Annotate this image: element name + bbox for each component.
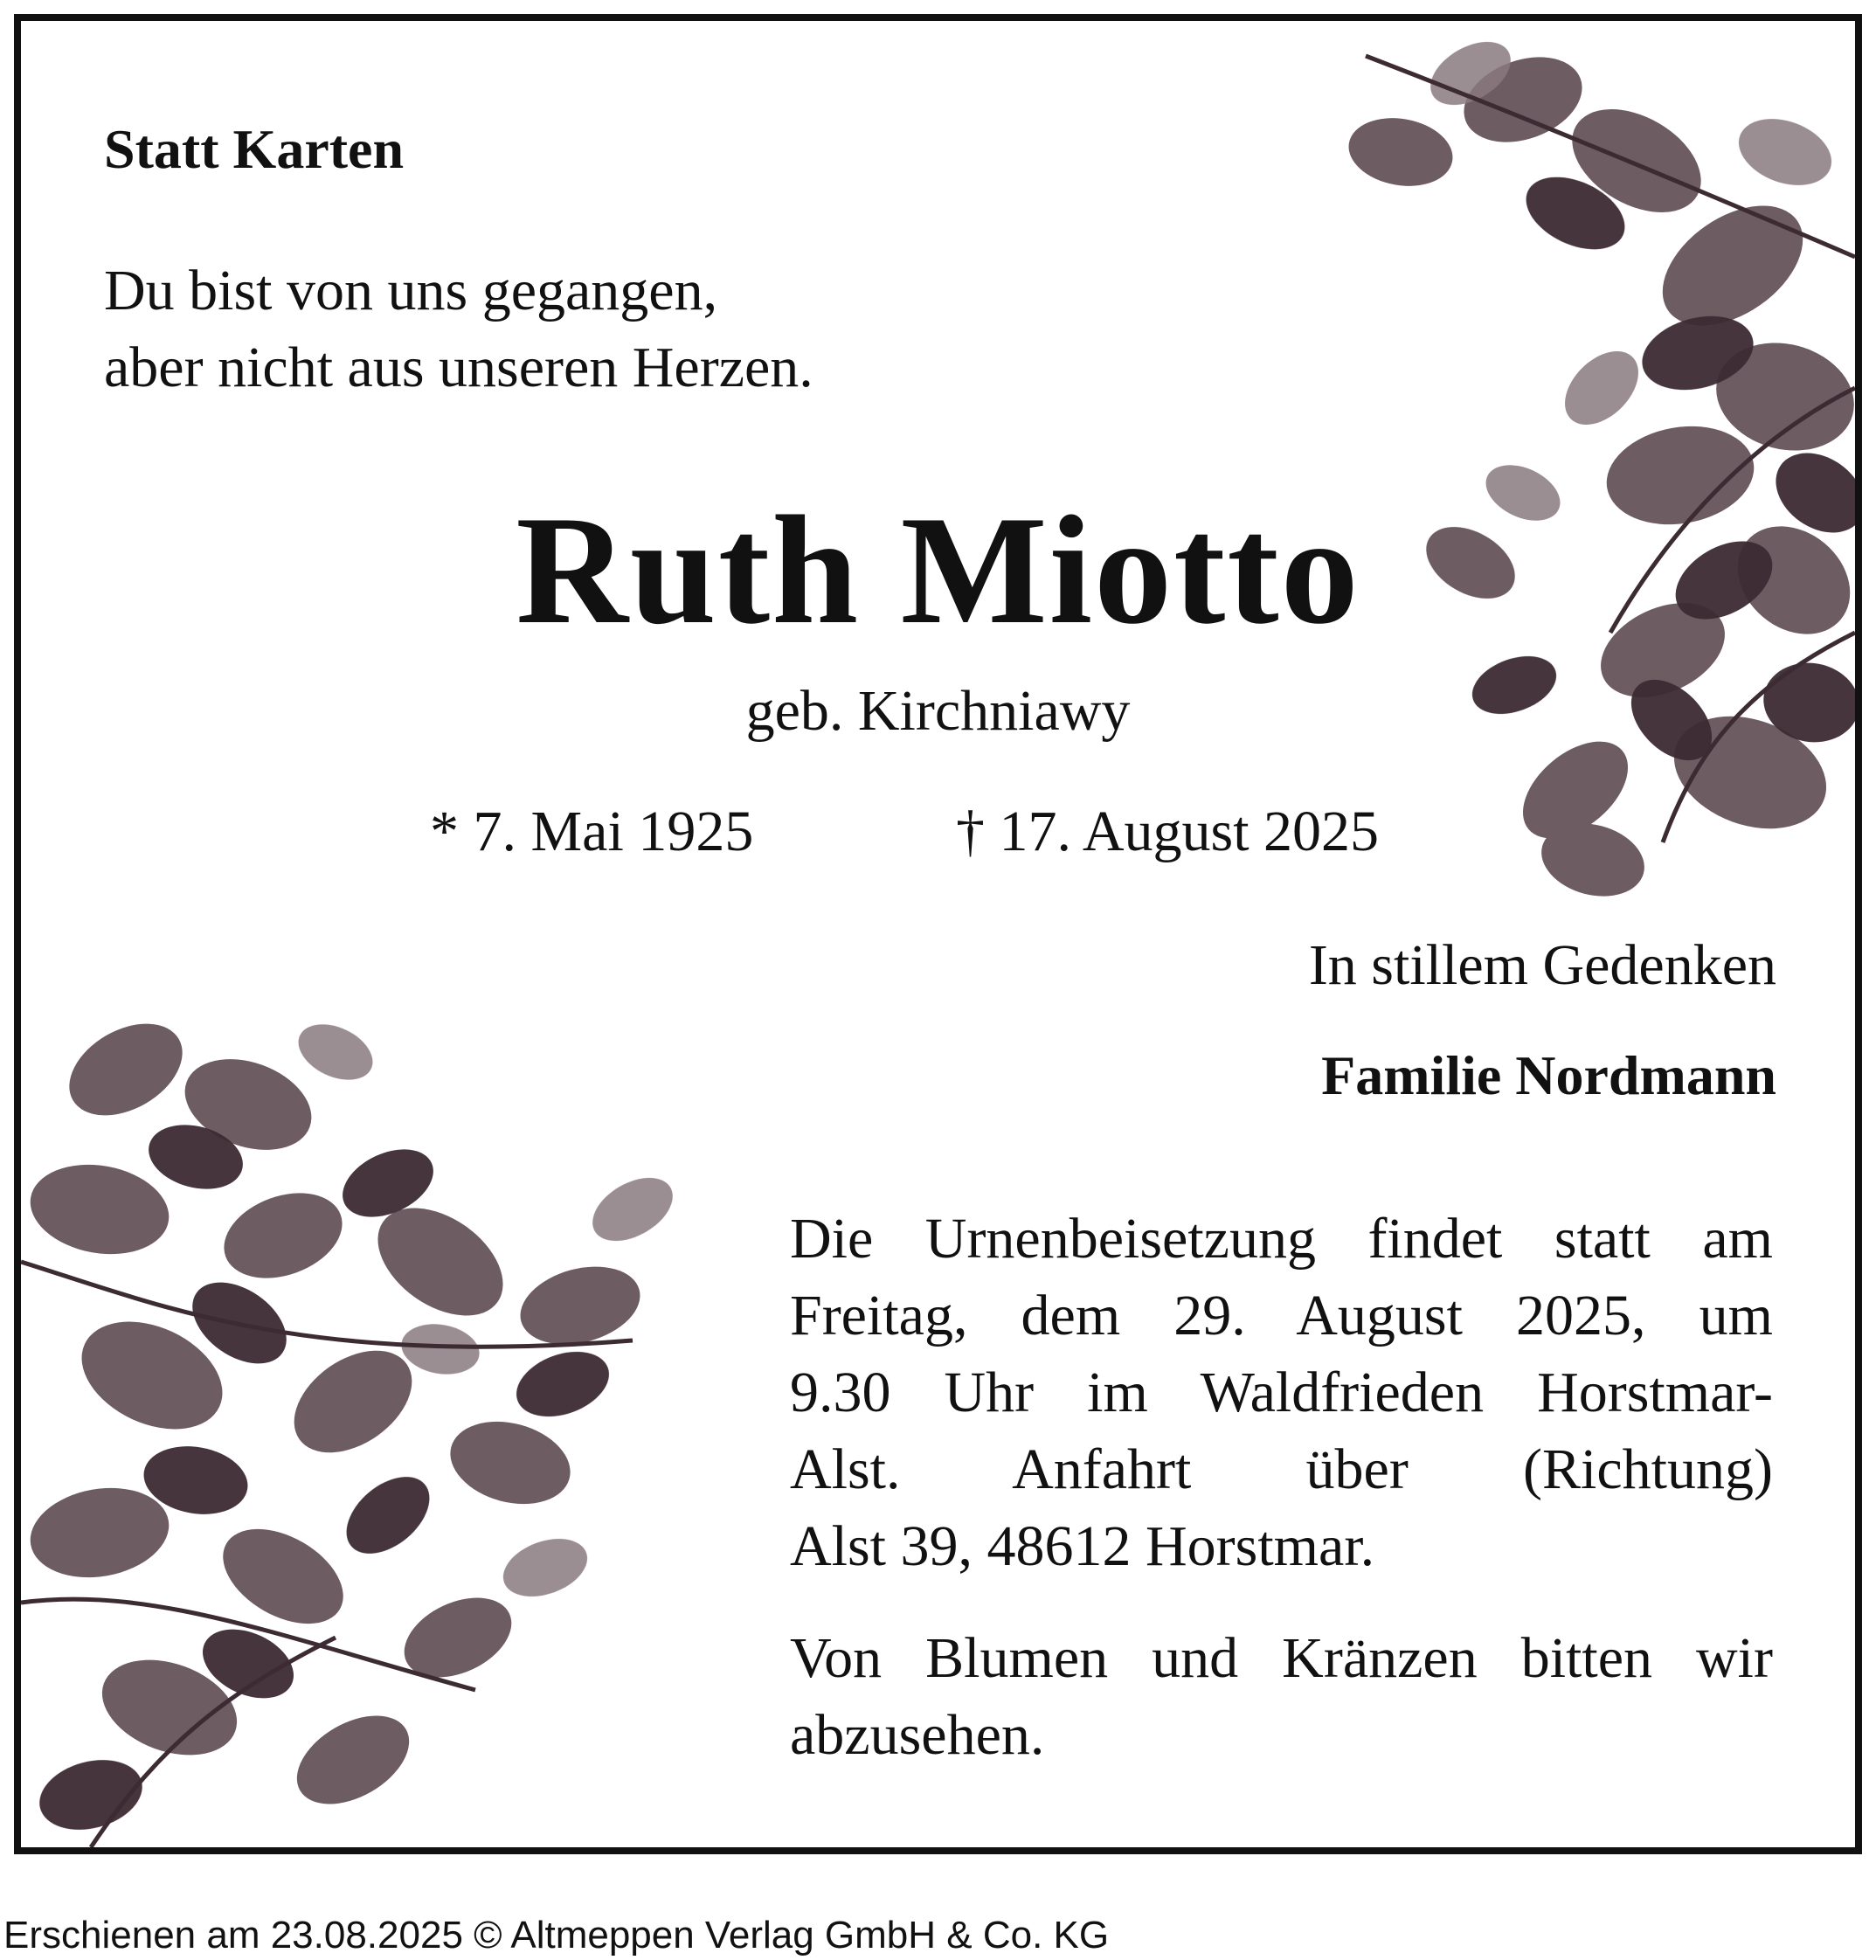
- verse-line: aber nicht aus unseren Herzen.: [104, 336, 813, 399]
- flowers-request: [790, 1620, 1773, 1774]
- burial-line: 9.30 Uhr im Waldfrieden Horstmar-: [790, 1361, 1773, 1424]
- memorial-text: In stillem Gedenken: [1308, 933, 1776, 997]
- birth-name: geb. Kirchniawy: [745, 679, 1131, 743]
- burial-line: Die Urnenbeisetzung findet statt am: [790, 1207, 1773, 1271]
- flowers-line: Von Blumen und Kränzen bitten wir: [790, 1626, 1773, 1690]
- leaves-decoration-bottom: [21, 973, 807, 1847]
- burial-line: Alst 39, 48612 Horstmar.: [790, 1514, 1375, 1578]
- obituary-frame: [14, 14, 1862, 1854]
- burial-info: [790, 1201, 1773, 1585]
- publication-footer: Erschienen am 23.08.2025 © Altmeppen Verlag GmbH & Co. KG: [3, 1914, 1110, 1957]
- verse-line: Du bist von uns gegangen,: [104, 259, 718, 322]
- deceased-name: Ruth Miotto: [516, 483, 1360, 656]
- statt-karten-heading: Statt Karten: [104, 118, 405, 180]
- family-name: Familie Nordmann: [1321, 1044, 1776, 1106]
- burial-line: Freitag, dem 29. August 2025, um: [790, 1284, 1773, 1347]
- verse: [104, 253, 813, 406]
- flowers-line: abzusehen.: [790, 1703, 1045, 1767]
- burial-line: Alst. Anfahrt über (Richtung): [790, 1437, 1773, 1501]
- death-date: † 17. August 2025: [956, 800, 1380, 863]
- birth-date: * 7. Mai 1925: [430, 800, 754, 863]
